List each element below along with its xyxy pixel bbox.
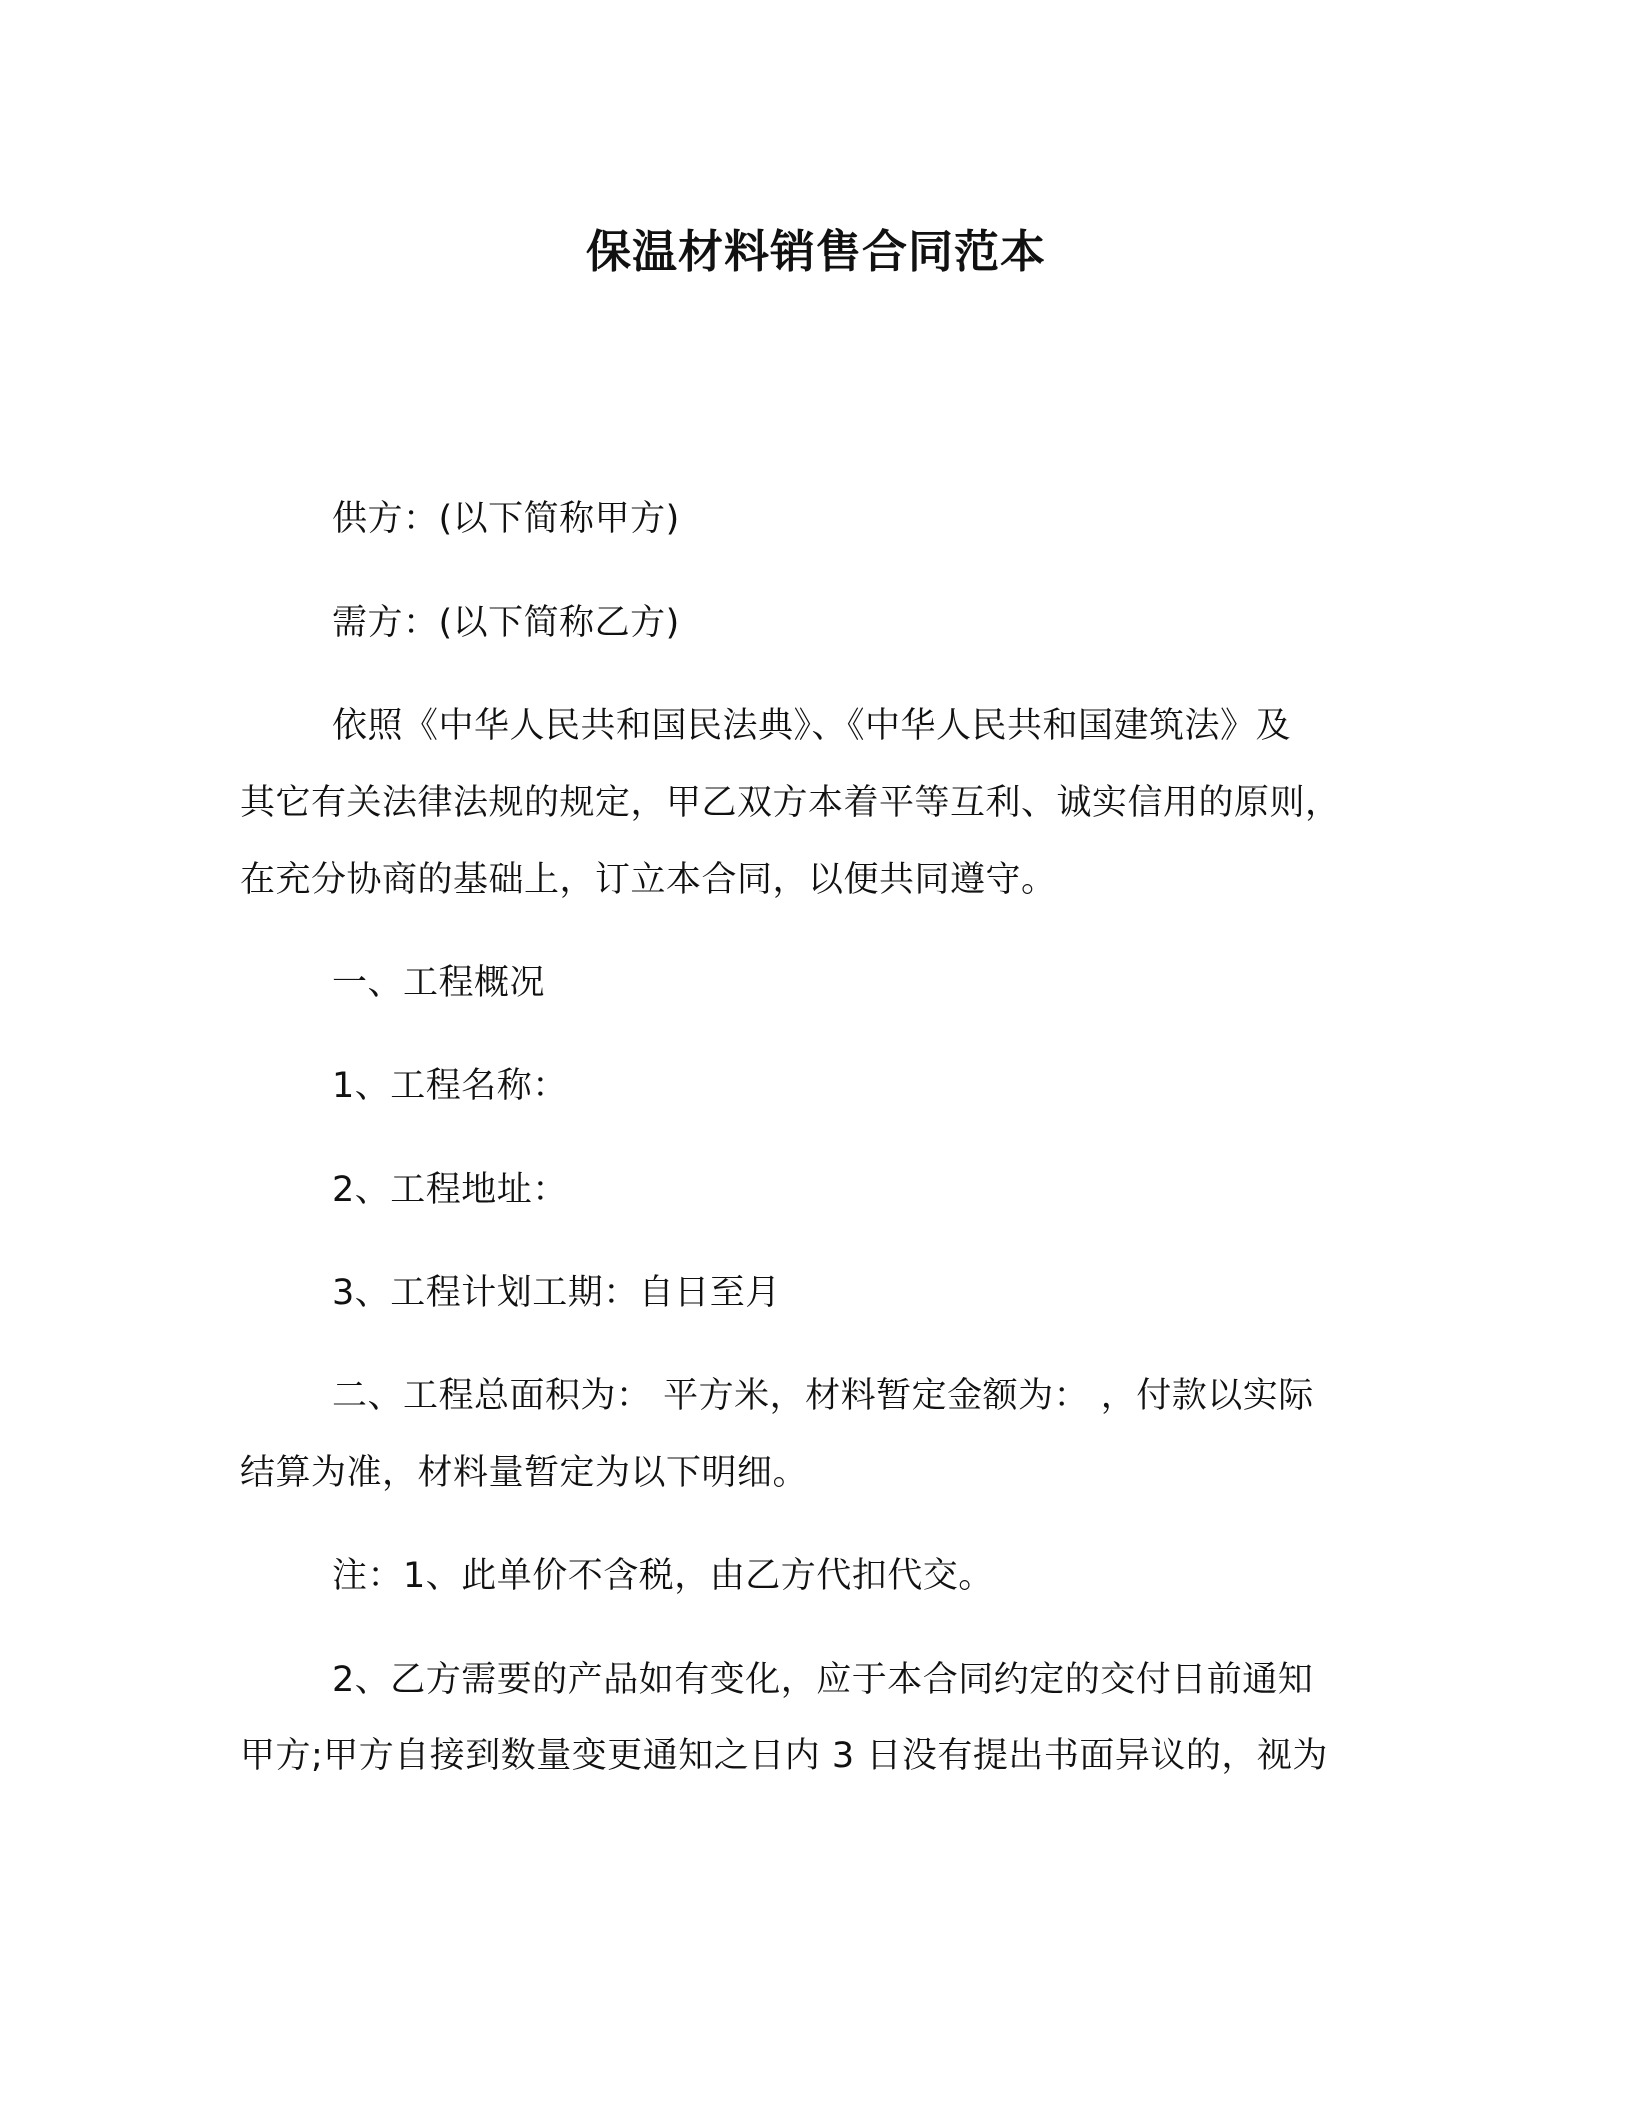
section-two-line-2: 结算为准，材料量暂定为以下明细。 [240,1453,809,1493]
supplier-line: 供方：(以下简称甲方) [332,499,680,539]
document-title: 保温材料销售合同范本 [585,225,1046,278]
project-address-line: 2、工程地址： [332,1170,568,1210]
intro-line-3: 在充分协商的基础上，订立本合同，以便共同遵守。 [240,860,1057,900]
project-name-line: 1、工程名称： [332,1066,568,1106]
intro-line-1: 依照《中华人民共和国民法典》、《中华人民共和国建筑法》及 [332,706,1292,746]
section-two-line-1: 二、工程总面积为： 平方米，材料暂定金额为： ，付款以实际 [332,1376,1314,1416]
note-two-line-1: 2、乙方需要的产品如有变化，应于本合同约定的交付日前通知 [332,1660,1314,1700]
project-schedule-line: 3、工程计划工期：自日至月 [332,1273,781,1313]
intro-line-2: 其它有关法律法规的规定，甲乙双方本着平等互利、诚实信用的原则， [240,783,1341,823]
note-two-line-2: 甲方;甲方自接到数量变更通知之日内 3 日没有提出书面异议的，视为 [240,1736,1328,1776]
note-one-line: 注：1、此单价不含税，由乙方代扣代交。 [332,1556,994,1596]
buyer-line: 需方：(以下简称乙方) [332,603,680,643]
section-one-heading: 一、工程概况 [332,963,546,1003]
